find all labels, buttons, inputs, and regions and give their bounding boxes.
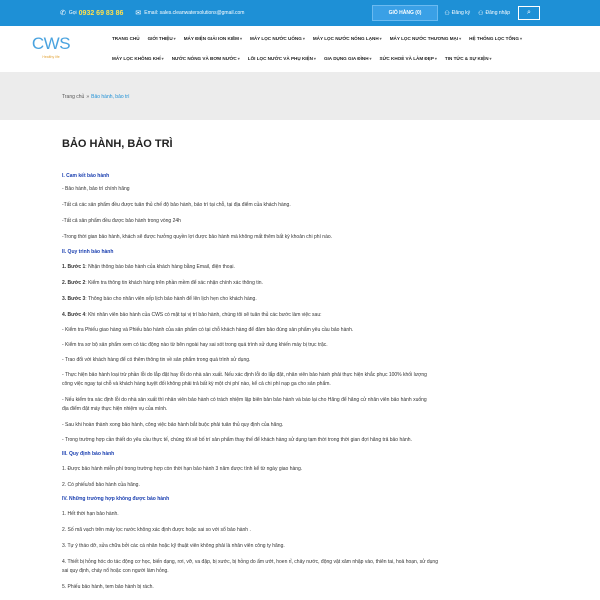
section-title: II. Quy trình bảo hành [62,249,114,255]
paragraph: -Tất cả sản phẩm đều được bảo hành trong vòng 24h [62,218,181,224]
nav-item[interactable] [248,56,316,61]
nav-item[interactable] [172,56,240,61]
chevron-down-icon: ▾ [459,35,462,41]
nav-row-1 [112,28,592,48]
paragraph: - Thực hiện bảo hành loại trừ phần lỗi do lắp đặt hay lỗi do nhà sản xuất. Nếu xác định lỗi do lắp đặt, nhân viên bảo hành phải thực hiện khắc phục 100% khối lượng [62,372,427,378]
nav-item-label: NƯỚC NÓNG VÀ BƠM NƯỚC [171,55,237,61]
step-item [62,295,542,304]
breadcrumb-separator: » [86,94,90,100]
phone-icon: ✆ [60,10,66,17]
nav-item-label: HỆ THỐNG LỌC TỔNG [469,35,519,41]
nav-item-label: SỨC KHOẺ VÀ LÀM ĐẸP [379,55,434,61]
phone-label: Gọi [68,10,77,16]
paragraph: địa điểm đặt máy thực hiện nhiệm vụ của mình. [62,406,168,412]
nav-item-label: MÁY LỌC NƯỚC THƯƠNG MẠI [389,35,459,41]
nav-item[interactable] [148,36,176,41]
main-nav [112,28,592,68]
breadcrumb-home[interactable]: Trang chủ [62,94,85,100]
step-text: : Kiểm tra thông tin khách hàng trên phần mềm để xác nhận chính xác thông tin. [85,280,263,286]
nav-item-label: MÁY ĐIỆN GIẢI ION KIỀM [183,35,239,41]
login-icon: ⚇ [478,10,484,17]
breadcrumb-band [0,72,600,120]
top-bar [0,0,600,26]
step-item [62,263,542,272]
chevron-down-icon: ▾ [369,55,372,61]
step-label: 4. Bước 4 [62,312,86,318]
nav-item-label: TRANG CHỦ [112,35,140,41]
chevron-down-icon: ▾ [489,55,492,61]
chevron-down-icon: ▾ [313,55,316,61]
nav-item[interactable] [250,36,305,41]
chevron-down-icon: ▾ [237,55,240,61]
paragraph: - Nếu kiểm tra xác định lỗi do nhà sản xuất thì nhân viên bảo hành có trách nhiệm lập biên bản bảo hành và báo lại cho Hãng để hãng cử nhân viên bảo hành xuống [62,397,427,403]
logo-slogan: Healthy life [42,55,60,59]
step-label: 3. Bước 3 [62,296,86,302]
step-text: : Nhận thông báo bảo hành của khách hàng bằng Email, điện thoại. [85,264,235,270]
nav-row-2 [112,48,592,68]
page-title: BẢO HÀNH, BẢO TRÌ [62,138,173,150]
paragraph: - Bảo hành, bảo trì chính hãng [62,186,130,192]
nav-item[interactable] [469,36,522,41]
header [0,26,600,72]
logo-text: CWS [31,34,71,53]
chevron-down-icon: ▾ [173,35,176,41]
paragraph: -Trong thời gian bảo hành, khách sẽ được hưởng quyền lợi được bảo hành mà không mất thêm bất kỳ khoản chi phí nào. [62,234,333,240]
nav-item[interactable] [112,36,140,41]
user-plus-icon: ⚇ [444,10,450,17]
nav-item-label: LÕI LỌC NƯỚC VÀ PHỤ KIỆN [247,55,313,61]
nav-item-label: MÁY LỌC NƯỚC NÓNG LẠNH [312,35,379,41]
register-label: Đăng ký [451,10,471,16]
paragraph: - Kiểm tra sơ bộ sản phẩm xem có tác động nào từ bên ngoài hay sai sót trong quá trình sử dụng khiến máy bị trục trặc. [62,342,328,348]
section-title: I. Cam kết bảo hành [62,173,110,179]
nav-item[interactable] [380,56,437,61]
step-label: 2. Bước 2 [62,280,86,286]
step-text: : Thông báo cho nhân viên xếp lịch bảo hành để lên lịch hẹn cho khách hàng. [85,296,257,302]
chevron-down-icon: ▾ [379,35,382,41]
breadcrumb [62,94,129,100]
section-title: IV. Những trường hợp không được bảo hành [62,496,170,502]
paragraph: 3. Tự ý tháo dỡ, sửa chữa bởi các cá nhân hoặc kỹ thuật viên không phải là nhân viên công ty hãng. [62,543,285,549]
paragraph: công việc ngay tại chỗ và khách hàng tuyệt đối không phải trả bất kỳ một chi phí nào, kể cả chi phí nạp ga cho sản phẩm. [62,381,331,387]
nav-item-label: MÁY LỌC KHÔNG KHÍ [112,55,161,61]
chevron-down-icon: ▾ [161,55,164,61]
search-icon: ⌕ [527,9,531,16]
paragraph: - Kiểm tra Phiếu giao hàng và Phiếu bảo hành của sản phẩm có tại chỗ khách hàng để đảm bảo đúng sản phẩm yêu cầu bảo hành. [62,327,354,333]
nav-item-label: MÁY LỌC NƯỚC UỐNG [250,35,302,41]
step-item [62,311,542,320]
nav-item-label: GIỚI THIỆU [147,35,173,41]
nav-item[interactable] [390,36,461,41]
paragraph: - Trong trường hợp cần thiết do yêu cầu thực tế, chúng tôi sẽ bố trí sản phẩm thay thế để khách hàng sử dụng tạm thời trong thời gian đợi hãng trả bảo hành. [62,437,412,443]
chevron-down-icon: ▾ [434,55,437,61]
nav-item[interactable] [112,56,164,61]
email-contact[interactable] [135,9,244,17]
email-address[interactable]: sales.cleanwatersolutions@gmail.com [159,10,245,16]
nav-item-label: TIN TỨC & SỰ KIỆN [444,55,489,61]
step-text: : Khi nhân viên bảo hành của CWS có mặt tại vị trí bảo hành, chúng tôi sẽ tuân thủ các bước làm việc sau: [85,312,322,318]
nav-item[interactable] [184,36,242,41]
chevron-down-icon: ▾ [302,35,305,41]
paragraph: -Tất cả các sản phẩm đều được tuân thủ chế độ bảo hành, bảo trì tại chỗ, tại địa điểm của khách hàng. [62,202,291,208]
paragraph: 2. Số mã vạch trên máy lọc nước không xác định được hoặc sai so với sổ bảo hành . [62,527,251,533]
nav-item[interactable] [313,36,382,41]
paragraph: 1. Được bảo hành miễn phí trong trường hợp còn thời hạn bảo hành 3 năm được tính kể từ ngày giao hàng. [62,466,303,472]
email-label: Email: [144,10,159,16]
login-label: Đăng nhập [485,10,510,16]
paragraph: 2. Có phiếu/sổ bảo hành của hãng. [62,482,140,488]
phone-contact[interactable] [60,9,123,17]
mail-icon: ✉ [135,10,142,17]
paragraph: 5. Phiếu bảo hành, tem bảo hành bị rách. [62,584,154,590]
step-item [62,279,542,288]
nav-item[interactable] [324,56,372,61]
paragraph: - Trao đổi với khách hàng để có thêm thông tin về sản phẩm trong quá trình sử dụng. [62,357,251,363]
paragraph: 4. Thiết bị hỏng hóc do tác động cơ học, biến dạng, rơi, vỡ, va đập, bị xước, bị hỏng do ẩm ướt, hoen rỉ, chảy nước, động vật xâm nhập vào, thiên tai, hoả hoạn, sử dụng [62,559,438,565]
chevron-down-icon: ▾ [519,35,522,41]
chevron-down-icon: ▾ [240,35,243,41]
logo[interactable] [28,34,74,64]
login-link[interactable] [478,10,510,17]
search-button[interactable] [518,6,540,20]
cart-button[interactable]: GIỎ HÀNG (0) [372,5,439,21]
step-label: 1. Bước 1 [62,264,86,270]
breadcrumb-current[interactable]: Bảo hành, bảo trì [91,94,130,100]
phone-number[interactable]: 0932 69 83 86 [78,9,124,17]
paragraph: 1. Hết thời hạn bảo hành. [62,511,119,517]
paragraph: - Sau khi hoàn thành xong bảo hành, công việc bảo hành bắt buộc phải tuân thủ quy định của hãng. [62,422,284,428]
nav-item-label: GIA DỤNG GIA ĐÌNH [323,55,369,61]
section-title: III. Quy định bảo hành [62,451,115,457]
nav-item[interactable] [445,56,492,61]
register-link[interactable] [444,10,470,17]
paragraph: sai quy định, cháy nổ hoặc con người làm hỏng. [62,568,169,574]
